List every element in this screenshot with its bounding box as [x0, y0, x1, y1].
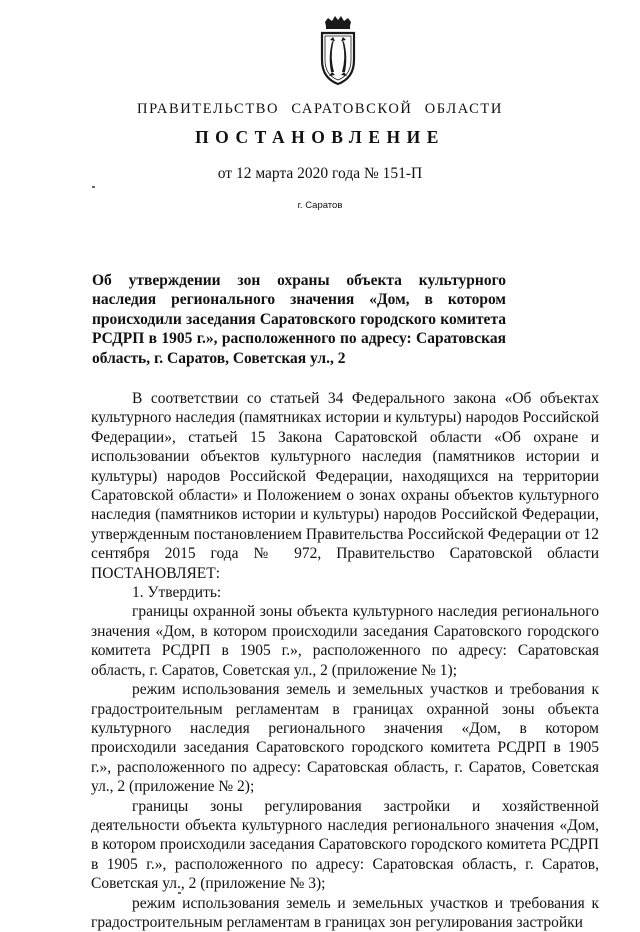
crown-icon [325, 16, 351, 29]
body-paragraph: режим использования земель и земельных участков и требования к градостроительным регламентам в границах зон регулирования застройки [91, 894, 599, 931]
government-name: ПРАВИТЕЛЬСТВО САРАТОВСКОЙ ОБЛАСТИ [137, 101, 503, 117]
document-type: ПОСТАНОВЛЕНИЕ [195, 127, 445, 147]
body-paragraph: границы охранной зоны объекта культурного наследия регионального значения «Дом, в котором происходили заседания Саратовского городского комитета РСДРП в 1905 г.», расположенного по адресу: Саратовская область, г. Саратов, Советская ул., 2 (приложение № 1); [91, 603, 599, 679]
document-city: г. Саратов [297, 200, 343, 211]
document-title: Об утверждении зон охраны объекта культурного наследия регионального значения «Дом, в котором происходили заседания Саратовского городского комитета РСДРП в 1905 г.», расположенного по адресу: Саратовская область, г. Саратов, Советская ул., 2 [92, 272, 506, 367]
body-paragraph: границы зоны регулирования застройки и хозяйственной деятельности объекта культурного наследия регионального значения «Дом, в котором происходили заседания Саратовского городского комитета РСДРП в 1905 г.», расположенного по адресу: Саратовская область, г. Саратов, Советская ул., 2 (приложение № 3); [91, 797, 599, 893]
document-body [91, 389, 599, 932]
preamble-paragraph: В соответствии со статьей 34 Федерального закона «Об объектах культурного наследия (памятниках истории и культуры) народов Российской Федерации», статьей 15 Закона Саратовской области «Об охране и использовании объектов культурного наследия (памятников истории и культуры) народов Российской Федерации, находящихся на территории Саратовской области» и Положением о зонах охраны объектов культурного наследия (памятников истории и культуры) народов Российской Федерации, утвержденным постановлением Правительства Российской Федерации от 12 сентября 2015 года № 972, Правительство Саратовской области ПОСТАНОВЛЯЕТ: [91, 390, 599, 582]
scan-speck [178, 892, 181, 894]
body-paragraph: режим использования земель и земельных участков и требования к градостроительным регламентам в границах охранной зоны объекта культурного наследия регионального значения «Дом, в котором происходили заседания Саратовского городского комитета РСДРП в 1905 г.», расположенного по адресу: Саратовская область, г. Саратов, Советская ул., 2 (приложение № 2); [91, 681, 599, 796]
decree-item-paragraph: 1. Утвердить: [132, 584, 222, 602]
document-date-number: от 12 марта 2020 года № 151-П [217, 165, 423, 182]
coat-of-arms-emblem [318, 14, 358, 86]
scan-speck [92, 186, 95, 188]
